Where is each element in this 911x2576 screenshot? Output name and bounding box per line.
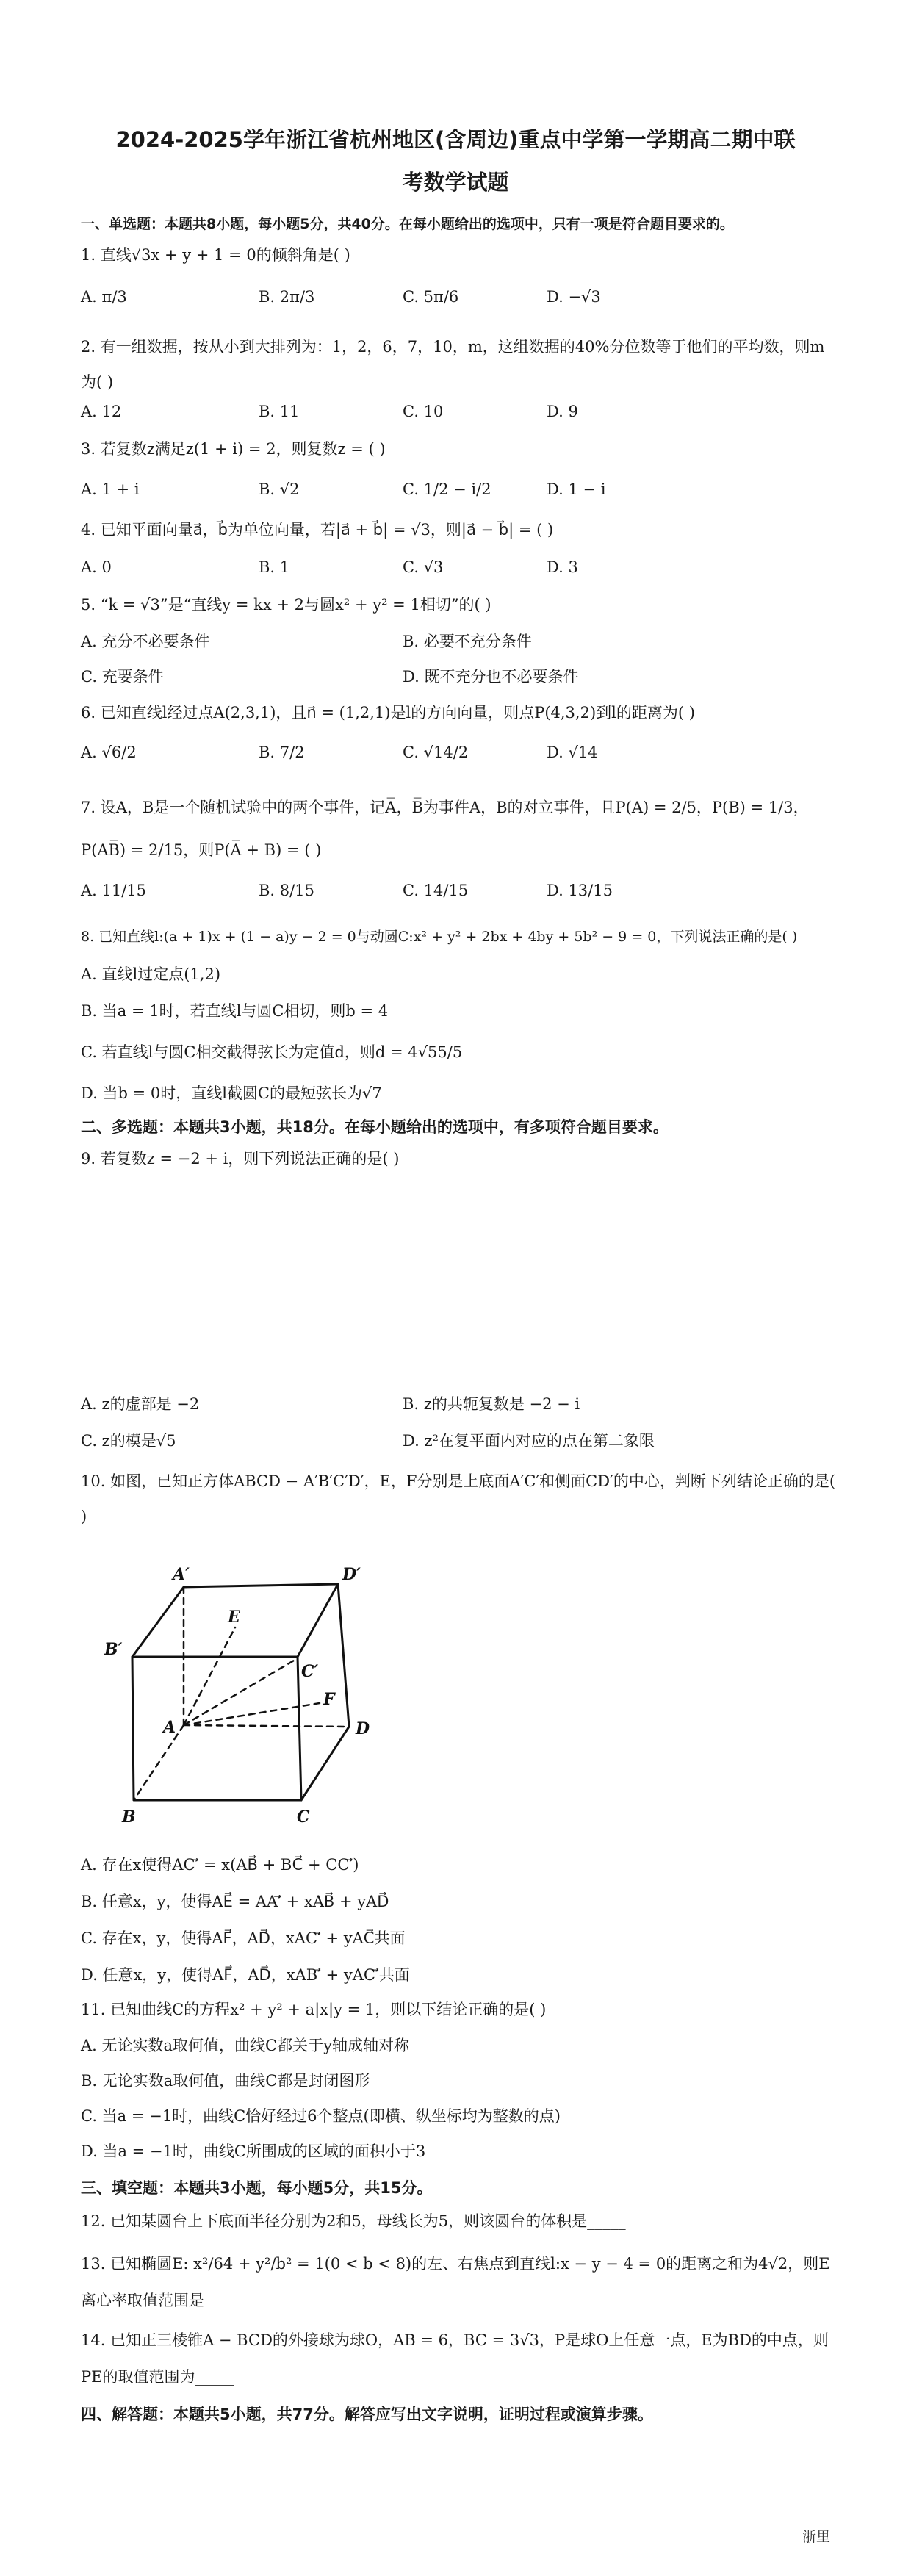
q9-option-c: C. z的模是√5	[81, 1432, 176, 1450]
q10-option-b: B. 任意x，y，使得AE⃗ = AA′⃗ + xAB⃗ + yAD⃗	[81, 1893, 389, 1910]
question-9: 9. 若复数z = −2 + i，则下列说法正确的是( )	[81, 1150, 400, 1168]
question-1: 1. 直线√3x + y + 1 = 0的倾斜角是( )	[81, 246, 350, 264]
label-c1: C′	[301, 1662, 319, 1681]
q3-option-a: A. 1 + i	[81, 481, 140, 498]
q4-option-d: D. 3	[547, 558, 578, 576]
exam-title-line2: 考数学试题	[402, 170, 509, 195]
q9-option-d: D. z²在复平面内对应的点在第二象限	[403, 1432, 655, 1450]
q11-option-d: D. 当a = −1时，曲线C所围成的区域的面积小于3	[81, 2143, 426, 2160]
q8-option-b: B. 当a = 1时，若直线l与圆C相切，则b = 4	[81, 1002, 389, 1020]
q1-option-c: C. 5π/6	[403, 288, 459, 306]
q8-option-c: C. 若直线l与圆C相交截得弦长为定值d，则d = 4√55/5	[81, 1043, 463, 1061]
question-7: 7. 设A，B是一个随机试验中的两个事件，记A̅，B̅为事件A，B的对立事件，且P(A) = 2/5，P(B) = 1/3，P(AB̅) = 2/15，则P(A̅ + B) = ( )	[81, 799, 809, 859]
label-d1: D′	[342, 1565, 361, 1584]
q7-option-b: B. 8/15	[259, 882, 314, 899]
label-c: C	[297, 1807, 310, 1827]
q4-option-c: C. √3	[403, 558, 444, 576]
q9-option-a: A. z的虚部是 −2	[81, 1395, 200, 1413]
hidden-edge-ab	[134, 1725, 184, 1800]
q5-option-a: A. 充分不必要条件	[81, 633, 210, 650]
question-14: 14. 已知正三棱锥A − BCD的外接球为球O，AB = 6，BC = 3√3，P是球O上任意一点，E为BD的中点，则PE的取值范围为_____	[81, 2331, 829, 2386]
q8-option-d: D. 当b = 0时，直线l截圆C的最短弦长为√7	[81, 1084, 382, 1102]
q7-option-a: A. 11/15	[81, 882, 147, 899]
q5-option-b: B. 必要不充分条件	[403, 633, 532, 650]
q2-option-d: D. 9	[547, 403, 578, 420]
question-11: 11. 已知曲线C的方程x² + y² + a|x|y = 1，则以下结论正确的是( )	[81, 2001, 547, 2018]
cube-front-face	[132, 1657, 301, 1800]
q6-option-b: B. 7/2	[259, 744, 305, 761]
question-6: 6. 已知直线l经过点A(2,3,1)，且n⃗ = (1,2,1)是l的方向向量，则点P(4,3,2)到l的距离为( )	[81, 704, 695, 722]
q3-option-b: B. √2	[259, 481, 300, 498]
question-10: 10. 如图，已知正方体ABCD − A′B′C′D′，E，F分别是上底面A′C′和侧面CD′的中心，判断下列结论正确的是( )	[81, 1472, 836, 1525]
q1-option-d: D. −√3	[547, 288, 601, 306]
q1-option-b: B. 2π/3	[259, 288, 315, 306]
section-multiple-choice: 二、多选题：本题共3小题，共18分。在每小题给出的选项中，有多项符合题目要求。	[81, 1118, 669, 1136]
label-b1: B′	[104, 1640, 123, 1659]
q5-option-c: C. 充要条件	[81, 668, 164, 686]
q11-option-c: C. 当a = −1时，曲线C恰好经过6个整点(即横、纵坐标均为整数的点)	[81, 2107, 561, 2125]
q8-option-a: A. 直线l过定点(1,2)	[81, 965, 221, 983]
q2-option-c: C. 10	[403, 403, 444, 420]
section-single-choice: 一、单选题：本题共8小题，每小题5分，共40分。在每小题给出的选项中，只有一项是符合题目要求的。	[81, 216, 734, 232]
q7-option-c: C. 14/15	[403, 882, 469, 899]
q3-option-c: C. 1/2 − i/2	[403, 481, 491, 498]
segment-ae	[184, 1627, 235, 1725]
q6-option-d: D. √14	[547, 744, 598, 761]
q10-option-a: A. 存在x使得AC′⃗ = x(AB⃗ + BC⃗ + CC′⃗)	[81, 1856, 359, 1874]
exam-title-line1: 2024-2025学年浙江省杭州地区(含周边)重点中学第一学期高二期中联	[115, 127, 796, 152]
q6-option-a: A. √6/2	[81, 744, 137, 761]
question-3: 3. 若复数z满足z(1 + i) = 2，则复数z = ( )	[81, 440, 386, 458]
label-b: B	[122, 1807, 136, 1827]
page-footer: 浙里	[802, 2529, 830, 2545]
q4-option-b: B. 1	[259, 558, 290, 576]
q10-option-d: D. 任意x，y，使得AF⃗，AD⃗，xAB′⃗ + yAC′⃗共面	[81, 1966, 410, 1984]
label-f: F	[323, 1690, 335, 1709]
q9-option-b: B. z的共轭复数是 −2 − i	[403, 1395, 580, 1413]
q2-option-b: B. 11	[259, 403, 300, 420]
question-12: 12. 已知某圆台上下底面半径分别为2和5，母线长为5，则该圆台的体积是_____	[81, 2212, 626, 2230]
label-a1: A′	[173, 1565, 190, 1584]
question-8: 8. 已知直线l:(a + 1)x + (1 − a)y − 2 = 0与动圆C:x² + y² + 2bx + 4by + 5b² − 9 = 0，下列说法正确的是( )	[81, 929, 798, 945]
q11-option-a: A. 无论实数a取何值，曲线C都关于y轴成轴对称	[81, 2037, 409, 2054]
q3-option-d: D. 1 − i	[547, 481, 606, 498]
label-d: D	[356, 1719, 370, 1738]
cube-figure	[81, 1558, 404, 1837]
q1-option-a: A. π/3	[81, 288, 127, 306]
question-5: 5. “k = √3”是“直线y = kx + 2与圆x² + y² = 1相切”的( )	[81, 596, 491, 614]
section-answers: 四、解答题：本题共5小题，共77分。解答应写出文字说明，证明过程或演算步骤。	[81, 2406, 653, 2423]
label-a: A	[163, 1718, 176, 1737]
question-2: 2. 有一组数据，按从小到大排列为：1，2，6，7，10，m，这组数据的40%分位数等于他们的平均数，则m为( )	[81, 338, 825, 391]
label-e: E	[228, 1608, 240, 1627]
q4-option-a: A. 0	[81, 558, 112, 576]
q7-option-d: D. 13/15	[547, 882, 613, 899]
q10-option-c: C. 存在x，y，使得AF⃗，AD⃗，xAC′⃗ + yAC⃗共面	[81, 1929, 406, 1947]
question-4: 4. 已知平面向量a⃗，b⃗为单位向量，若|a⃗ + b⃗| = √3，则|a⃗ − b⃗| = ( )	[81, 521, 554, 539]
q11-option-b: B. 无论实数a取何值，曲线C都是封闭图形	[81, 2072, 370, 2090]
q6-option-c: C. √14/2	[403, 744, 469, 761]
question-13: 13. 已知椭圆E: x²/64 + y²/b² = 1(0 < b < 8)的左、右焦点到直线l:x − y − 4 = 0的距离之和为4√2，则E离心率取值范围是_____	[81, 2255, 830, 2309]
section-fill-in: 三、填空题：本题共3小题，每小题5分，共15分。	[81, 2179, 433, 2197]
q2-option-a: A. 12	[81, 403, 122, 420]
hidden-edge-ad	[184, 1725, 349, 1727]
q5-option-d: D. 既不充分也不必要条件	[403, 668, 579, 686]
